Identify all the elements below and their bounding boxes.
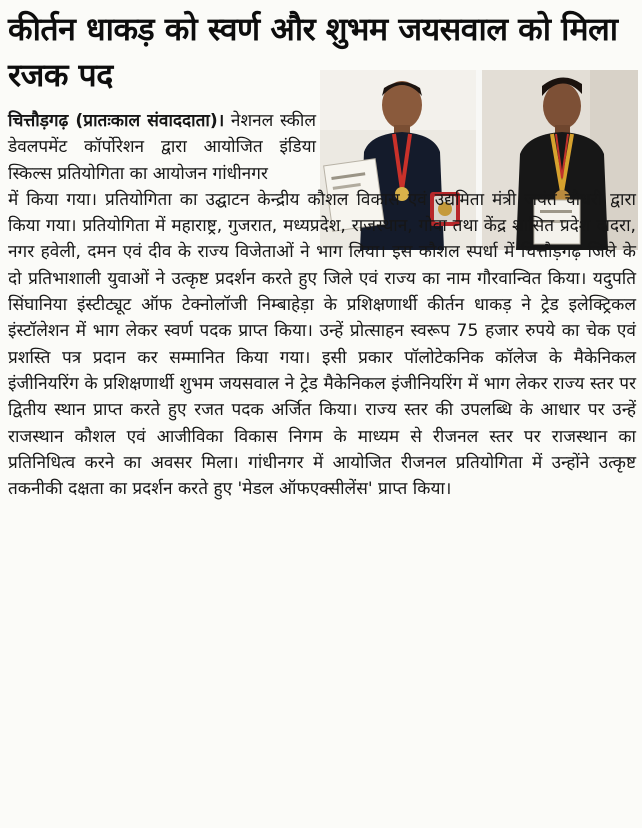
dateline: चित्तौड़गढ़ (प्रातःकाल संवाददाता)। [8, 111, 225, 131]
intro-text: नेशनल स्कील डेवलपमेंट कॉर्पोरेशन द्वारा आयोजित इंडिया स्किल्स प्रतियोगिता का आयोजन गांधीनगर [8, 111, 316, 184]
lead-paragraph [8, 108, 316, 187]
article-body [8, 108, 636, 502]
main-paragraph: में किया गया। प्रतियोगिता का उद्घाटन केन्द्रीय कौशल विकास एवं उद्यमिता मंत्री जयंत चौधरी द्वारा किया गया। प्रतियोगिता में महाराष्ट्र, गुजरात, मध्यप्रदेश, राजस्थान, गोवा तथा केंद्र शासित प्रदेश दादरा, नगर हवेली, दमन एवं दीव के राज्य विजेताओं ने भाग लिया। इस कौशल स्पर्धा में चित्तौड़गढ़ जिले के दो प्रतिभाशाली युवाओं ने उत्कृष्ट प्रदर्शन करते हुए जिले एवं राज्य का नाम गौरवान्वित किया। यदुपति सिंघानिया इंस्टीट्यूट ऑफ टेक्नोलॉजी निम्बाहेड़ा के प्रशिक्षणार्थी कीर्तन धाकड़ ने ट्रेड इलेक्ट्रिकल इंस्टॉलेशन में भाग लेकर स्वर्ण पदक प्राप्त किया। उन्हें प्रोत्साहन स्वरूप 75 हजार रुपये का चेक एवं प्रशस्ति पत्र प्रदान कर सम्मानित किया गया। इसी प्रकार पॉलोटेकनिक कॉलेज के मैकेनिकल इंजीनियरिंग के प्रशिक्षणार्थी शुभम जयसवाल ने ट्रेड मैकेनिकल इंजीनियरिंग में भाग लेकर राज्य स्तर पर द्वितीय स्थान प्राप्त करते हुए रजत पदक अर्जित किया। राज्य स्तर की उपलब्धि के आधार पर उन्हें राजस्थान कौशल एवं आजीविका विकास निगम के माध्यम से रीजनल स्तर पर राजस्थान का प्रतिनिधित्व करने का अवसर मिला। गांधीनगर में आयोजित रीजनल प्रतियोगिता में उन्होंने उत्कृष्ट तकनीकी दक्षता का प्रदर्शन करते हुए 'मेडल ऑफएक्सीलेंस' प्राप्त किया। [8, 189, 636, 500]
headline: कीर्तन धाकड़ को स्वर्ण और शुभम जयसवाल को मिला रजक पद [8, 10, 618, 94]
